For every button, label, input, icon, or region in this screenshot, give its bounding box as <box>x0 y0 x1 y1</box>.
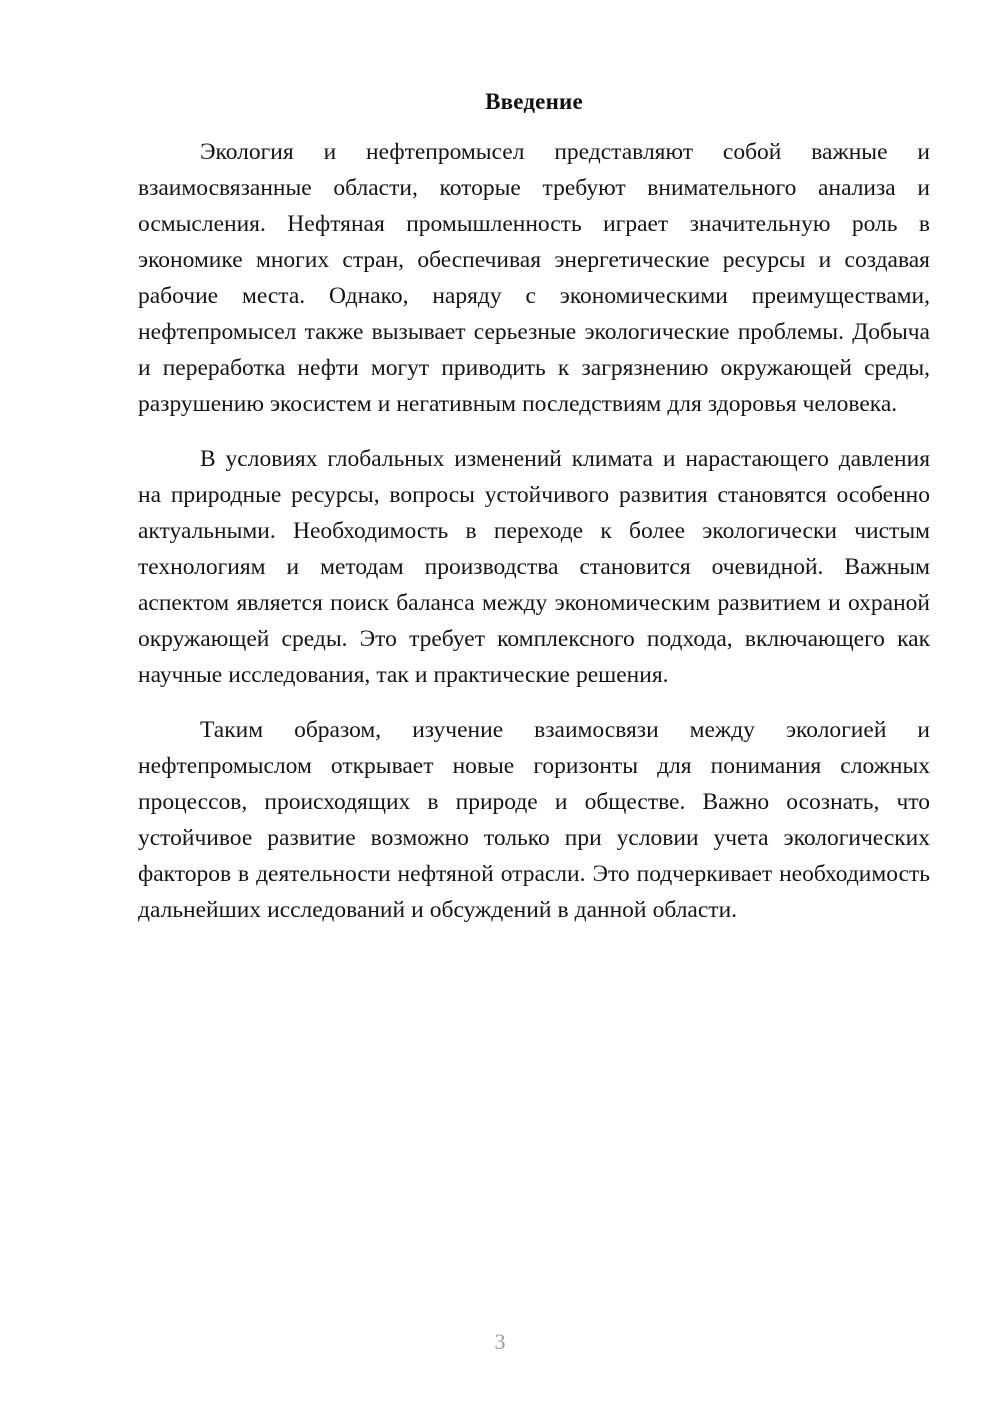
page-title: Введение <box>485 89 583 114</box>
paragraph-3: Таким образом, изучение взаимосвязи между экологией и нефтепромыслом открывает новые горизонты для понимания сложных процессов, происходящих в природе и обществе. Важно осознать, что устойчивое развитие возможно только при условии учета экологических факторов в деятельности нефтяной отрасли. Это подчеркивает необходимость дальнейших исследований и обсуждений в данной области. <box>138 717 930 923</box>
paragraph-2: В условиях глобальных изменений климата и нарастающего давления на природные ресурсы, вопросы устойчивого развития становятся особенно актуальными. Необходимость в переходе к более экологически чистым технологиям и методам производства становится очевидной. Важным аспектом является поиск баланса между экономическим развитием и охраной окружающей среды. Это требует комплексного подхода, включающего как научные исследования, так и практические решения. <box>138 446 930 688</box>
paragraph-1: Экология и нефтепромысел представляют собой важные и взаимосвязанные области, которые требуют внимательного анализа и осмысления. Нефтяная промышленность играет значительную роль в экономике многих стран, обеспечивая энергетические ресурсы и создавая рабочие места. Однако, наряду с экономическими преимуществами, нефтепромысел также вызывает серьезные экологические проблемы. Добыча и переработка нефти могут приводить к загрязнению окружающей среды, разрушению экосистем и негативным последствиям для здоровья человека. <box>138 139 930 417</box>
page-number: 3 <box>494 1329 506 1354</box>
document-body <box>138 84 930 928</box>
